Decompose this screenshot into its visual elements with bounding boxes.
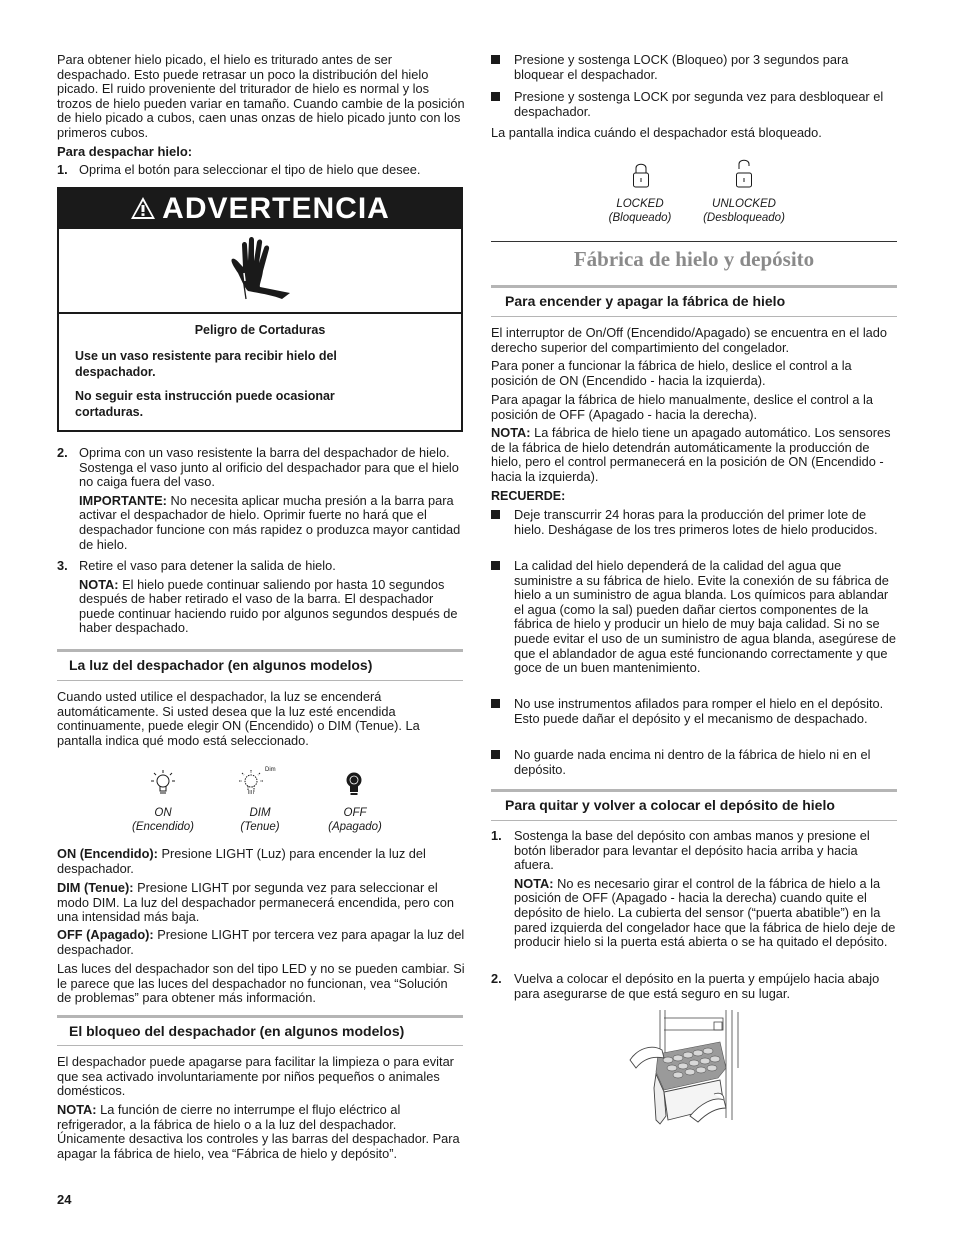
lock-display-text: La pantalla indica cuándo el despachador está bloqueado. — [491, 125, 822, 140]
bin-step-1: 1. Sostenga la base del depósito con ambas manos y presione el botón liberador para levantar el depósito hacia arriba y hacia afuera. NOTA: No es necesario girar el control de la fábrica de hielo a la posición de OFF (Apagado - hacia la derecha) cuando quite el depósito de hielo. La cubierta del sensor (“puerta abatible”) en la pared izquierda del congelador hace que la fábrica de hielo deje de producir hielo si la puerta está abierta o se ha quitado el depósito. — [491, 829, 899, 950]
warning-triangle-icon — [130, 196, 156, 220]
light-caption-off: OFF (Apagado) — [328, 807, 382, 833]
light-caption-dim: DIM (Tenue) — [240, 807, 280, 833]
section-rule — [57, 1015, 463, 1018]
on-description: ON (Encendido): Presione LIGHT (Luz) para encender la luz del despachador. — [57, 846, 426, 876]
step-3: 3. Retire el vaso para detener la salida de hielo. NOTA: El hielo puede continuar saliendo por hasta 10 segundos después de haber retirado el vaso de la barra. El despachador puede continuar haciendo ruido por algunos segundos después de haber despachado. — [57, 559, 465, 636]
section-rule — [491, 241, 897, 242]
warning-box — [57, 187, 463, 432]
section-rule — [491, 316, 897, 317]
lock-heading: El bloqueo del despachador (en algunos modelos) — [69, 1023, 405, 1039]
bin-step-2: 2. Vuelva a colocar el depósito en la puerta y empújelo hacia abajo para asegurarse de que está seguro en su lugar. — [491, 971, 880, 1001]
bulb-on-icon — [150, 769, 176, 797]
section-title: Fábrica de hielo y depósito — [573, 247, 815, 271]
warning-divider — [59, 312, 461, 314]
remember-bullet-3: No use instrumentos afilados para romper el hielo en el depósito. Esto puede dañar el depósito y el mecanismo de despachado. — [491, 697, 899, 726]
light-caption-on: ON (Encendido) — [131, 807, 194, 833]
lock-caption-unlocked: UNLOCKED (Desbloqueado) — [703, 198, 785, 224]
step-1: 1. Oprima el botón para seleccionar el tipo de hielo que desee. — [57, 162, 421, 177]
onoff-paragraph-1: El interruptor de On/Off (Encendido/Apagado) se encuentra en el lado derecho superior del compartimiento del congelador. — [491, 325, 888, 355]
lock-note: NOTA: La función de cierre no interrumpe el flujo eléctrico al refrigerador, a la fábrica de hielo o a la luz del despachador. Únicamente desactiva los controles y las barras del despachador. Para apagar la fábrica de hielo, vea “Fábrica de hielo y depósito”. — [57, 1102, 460, 1161]
intro-paragraph: Para obtener hielo picado, el hielo es triturado antes de ser despachado. Esto puede retrasar un poco la distribución del hielo picado. El ruido proveniente del triturador de hielo es normal y los trozos de hielo pueden variar en tamaño. Cuando cambie de la posición de hielo picado a cubos, caen unas onzas de hielo picado junto con los primeros cubos. — [57, 52, 465, 140]
lock-intro: El despachador puede apagarse para facilitar la limpieza o para evitar que sea activado involuntariamente por niños pequeños o animales domésticos. — [57, 1054, 454, 1099]
section-rule — [57, 680, 463, 681]
warning-line-2: No seguir esta instrucción puede ocasionar cortaduras. — [75, 389, 335, 419]
page-number: 24 — [57, 1192, 72, 1207]
step-2: 2. Oprima con un vaso resistente la barra del despachador de hielo. Sostenga el vaso junto al orificio del despachador para que el hielo no caiga fuera del vaso. IMPORTANTE: No necesita aplicar mucha presión a la barra para activar el despachador de hielo. Oprimir fuerte no hará que el despachador funcione con más rapidez o produzca mayor cantidad de hielo. — [57, 446, 465, 552]
lock-bullet-1: Presione y sostenga LOCK (Bloqueo) por 3 segundos para bloquear el despachador. — [491, 53, 899, 82]
led-description: Las luces del despachador son del tipo LED y no se pueden cambiar. Si le parece que las luces del despachador no funcionan, vea “Solución de problemas” para obtener más información. — [57, 961, 465, 1006]
onoff-paragraph-3: Para apagar la fábrica de hielo manualmente, deslice el control a la posición de OFF (Apagado - hacia la derecha). — [491, 392, 874, 422]
bulb-dim-icon — [238, 769, 264, 797]
onoff-paragraph-2: Para poner a funcionar la fábrica de hielo, deslice el control a la posición de ON (Encendido - hacia la izquierda). — [491, 358, 852, 388]
lock-caption-locked: LOCKED (Bloqueado) — [608, 198, 672, 224]
bin-step-1-note: NOTA: No es necesario girar el control de la fábrica de hielo a la posición de OFF (Apagado - hacia la derecha) cuando quite el depósito de hielo. La cubierta del sensor (“puerta abatible”) en la pared izquierda del congelador hace que la fábrica de hielo deje de producir hielo si la puerta está abierta o se ha quitado el depósito. — [514, 875, 896, 950]
bullet-icon — [491, 92, 500, 101]
dispense-heading: Para despachar hielo: — [57, 144, 193, 159]
section-rule — [491, 285, 897, 288]
warning-header — [59, 189, 461, 229]
bin-heading: Para quitar y volver a colocar el depósito de hielo — [505, 797, 835, 813]
step-3-note: NOTA: El hielo puede continuar saliendo por hasta 10 segundos después de haber retirado el vaso de la barra. El despachador puede continuar haciendo ruido por algunos segundos después de haber despachado. — [79, 576, 458, 636]
warning-title: ADVERTENCIA — [162, 192, 390, 225]
onoff-heading: Para encender y apagar la fábrica de hielo — [505, 293, 786, 309]
remember-bullet-2: La calidad del hielo dependerá de la calidad del agua que suministre a su fábrica de hielo. Evite la conexión de su fábrica de hielo a un suministro de agua blanda. Los químicos para ablandar el agua (como la sal) pueden dañar ciertos componentes de la fábrica de hielo y producir un hielo de muy baja calidad. Si no se puede evitar el uso de un suministro de agua blanda, asegúrese de que el ablandador de agua esté funcionando correctamente y que goce de un buen mantenimiento. — [491, 559, 899, 676]
off-description: OFF (Apagado): Presione LIGHT por tercera vez para apagar la luz del despachador. — [57, 927, 465, 957]
cut-hand-icon — [224, 235, 296, 301]
bullet-icon — [491, 510, 500, 519]
remember-heading: RECUERDE: — [491, 489, 566, 503]
warning-line-1: Use un vaso resistente para recibir hielo del despachador. — [75, 349, 337, 379]
warning-hazard: Peligro de Cortaduras — [194, 323, 326, 337]
bullet-icon — [491, 750, 500, 759]
bullet-icon — [491, 55, 500, 64]
bullet-icon — [491, 561, 500, 570]
section-rule — [57, 1045, 463, 1046]
locked-icon — [632, 161, 650, 189]
bullet-icon — [491, 699, 500, 708]
dim-description: DIM (Tenue): Presione LIGHT por segunda vez para seleccionar el modo DIM. La luz del despachador permanecerá encendida, pero con una intensidad más baja. — [57, 880, 454, 925]
remember-bullet-4: No guarde nada encima ni dentro de la fábrica de hielo ni en el depósito. — [491, 748, 899, 777]
lock-bullet-2: Presione y sostenga LOCK por segunda vez para desbloquear el despachador. — [491, 90, 899, 119]
remember-bullet-1: Deje transcurrir 24 horas para la producción del primer lote de hielo. Deshágase de los tres primeros lotes de hielo producidos. — [491, 508, 899, 537]
section-rule — [491, 789, 897, 792]
light-heading: La luz del despachador (en algunos modelos) — [69, 657, 373, 673]
section-rule — [57, 649, 463, 652]
unlocked-icon — [735, 158, 753, 189]
dim-tag: Dim — [265, 767, 276, 773]
light-intro: Cuando usted utilice el despachador, la luz se encenderá automáticamente. Si usted desea que la luz esté encendida continuamente, puede elegir ON (Encendido) o DIM (Tenue). La pantalla indica qué modo está seleccionado. — [57, 689, 420, 748]
section-rule — [491, 820, 897, 821]
important-note: IMPORTANTE: No necesita aplicar mucha presión a la barra para activar el despachador de hielo. Oprimir fuerte no hará que el despachador funcione con más rapidez o produzca mayor cantidad de hielo. — [79, 492, 461, 552]
bulb-off-icon — [344, 771, 364, 797]
onoff-note: NOTA: La fábrica de hielo tiene un apagado automático. Los sensores de la fábrica de hielo detendrán automáticamente la producción de hielo, pero el control permanecerá en la posición de ON (Encendido - hacia la izquierda). — [491, 425, 891, 484]
ice-bin-illustration — [628, 1008, 748, 1128]
